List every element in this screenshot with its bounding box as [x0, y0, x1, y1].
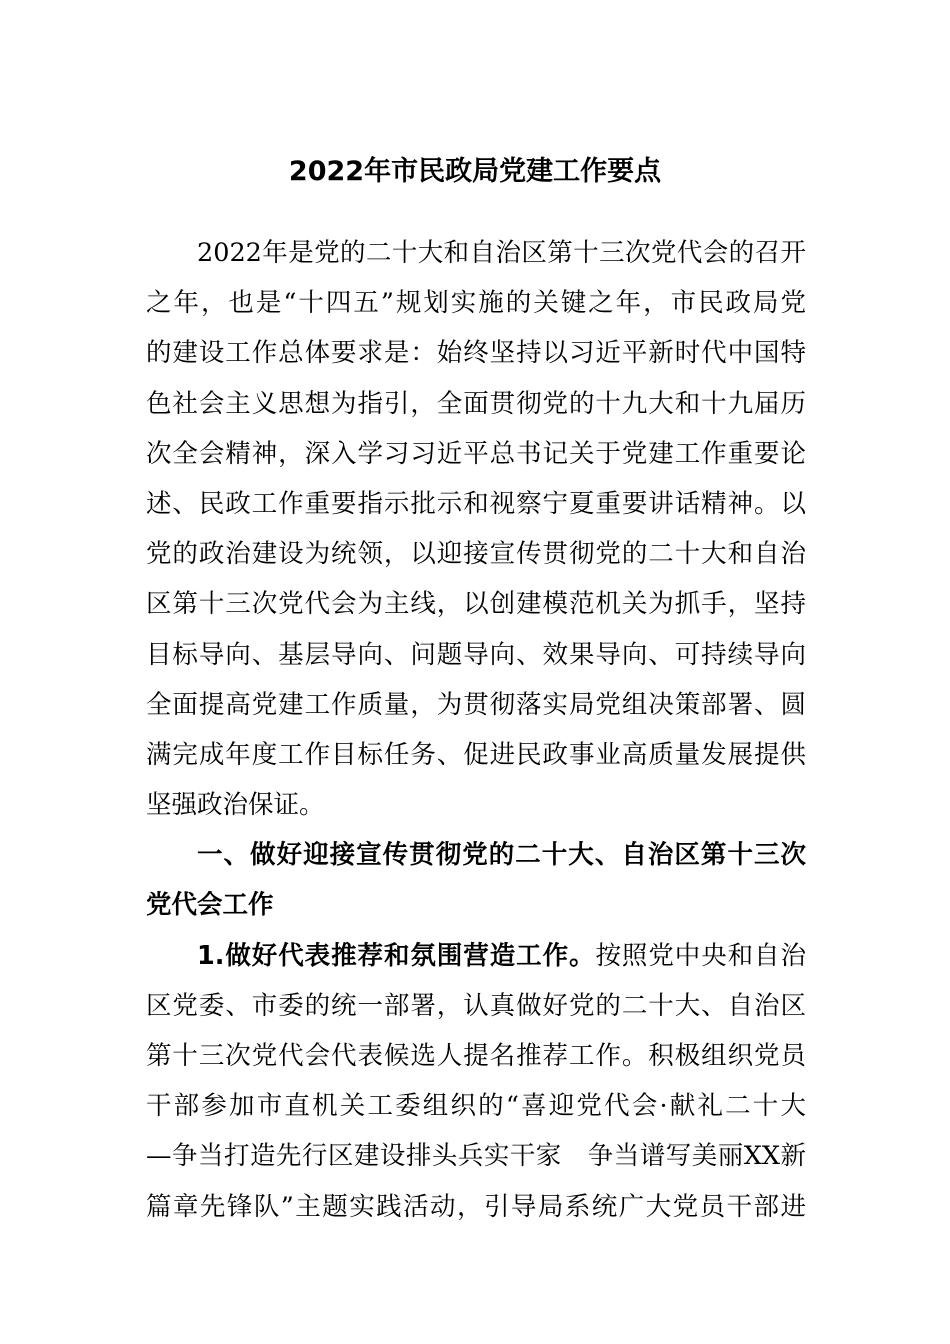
paragraph-line: 满完成年度工作目标任务、促进民政事业高质量发展提供 [146, 739, 806, 770]
paragraph-line: 区党委、市委的统一部署，认真做好党的二十大、自治区 [146, 990, 806, 1021]
document-body [146, 228, 806, 1232]
section-heading [146, 830, 806, 930]
heading-line: 一、做好迎接宣传贯彻党的二十大、自治区第十三次 [197, 840, 806, 871]
paragraph-line: 党的政治建设为统领，以迎接宣传贯彻党的二十大和自治 [146, 539, 806, 570]
paragraph-line: 次全会精神，深入学习习近平总书记关于党建工作重要论 [146, 438, 806, 469]
paragraph-line: 篇章先锋队”主题实践活动，引导局系统广大党员干部进 [146, 1191, 806, 1222]
paragraph-line: 2022年是党的二十大和自治区第十三次党代会的召开 [197, 238, 806, 268]
paragraph-line: 区第十三次党代会为主线，以创建模范机关为抓手，坚持 [146, 589, 806, 620]
paragraph-line: 全面提高党建工作质量，为贯彻落实局党组决策部署、圆 [146, 689, 806, 720]
paragraph-line: 之年，也是“十四五”规划实施的关键之年，市民政局党 [146, 288, 806, 319]
paragraph-line: 述、民政工作重要指示批示和视察宁夏重要讲话精神。以 [146, 488, 806, 519]
paragraph-line [146, 931, 806, 981]
item-text: 按照党中央和自治 [595, 940, 806, 971]
paragraph-line: 目标导向、基层导向、问题导向、效果导向、可持续导向 [146, 639, 806, 670]
paragraph-line: 色社会主义思想为指引，全面贯彻党的十九大和十九届历 [146, 388, 806, 419]
item-lead-text: 1.做好代表推荐和氛围营造工作。 [197, 940, 596, 971]
paragraph-line: 的建设工作总体要求是：始终坚持以习近平新时代中国特 [146, 338, 806, 369]
paragraph-line: 干部参加市直机关工委组织的“喜迎党代会·献礼二十大 [146, 1091, 806, 1122]
heading-line: 党代会工作 [146, 890, 274, 921]
item-paragraph [146, 931, 806, 1232]
paragraph-line: 第十三次党代会代表候选人提名推荐工作。积极组织党员 [146, 1041, 806, 1071]
document-title: 2022年市民政局党建工作要点 [288, 156, 662, 187]
paragraph-line: 坚强政治保证。 [146, 790, 325, 821]
paragraph-line: —争当打造先行区建设排头兵实干家 争当谱写美丽XX新 [146, 1141, 806, 1172]
intro-paragraph [146, 228, 806, 830]
